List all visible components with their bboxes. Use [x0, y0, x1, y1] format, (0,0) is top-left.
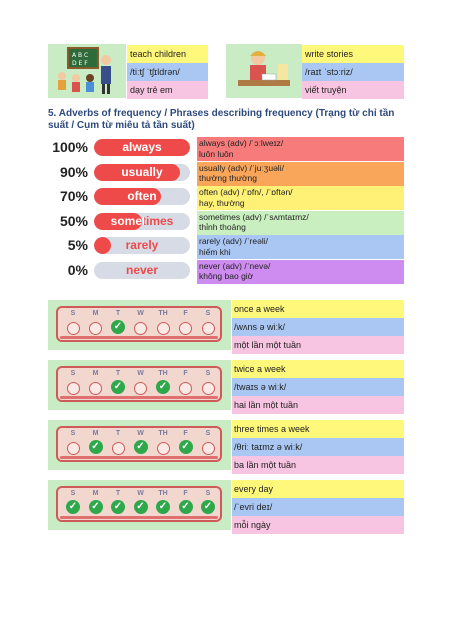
- adverb-word: sometimes: [94, 213, 190, 230]
- weekday-label: T: [115, 310, 121, 317]
- check-icon: ✓: [201, 500, 215, 514]
- calendar-base: [60, 336, 218, 339]
- week-calendar-card: [56, 426, 222, 462]
- weekday-label: W: [137, 490, 144, 497]
- empty-circle-icon: [202, 442, 215, 455]
- weekday-label: S: [205, 370, 211, 377]
- weekday-label: M: [92, 370, 99, 377]
- vocab-vi: viết truyện: [302, 81, 404, 99]
- adverb-word: often: [127, 189, 157, 203]
- weekday-label: TH: [158, 490, 168, 497]
- weekday-label: S: [205, 490, 211, 497]
- weekday-label: T: [115, 370, 121, 377]
- adverb-definition-vi: thỉnh thoảng: [199, 222, 246, 232]
- vocab-en: write stories: [302, 45, 404, 63]
- percent-label: 5%: [67, 237, 88, 253]
- percent-label: 100%: [52, 139, 88, 155]
- empty-circle-icon: [202, 382, 215, 395]
- frequency-phrase-vi: một lần một tuần: [232, 336, 404, 354]
- adverb-definition-en: never (adv) /ˈnevə/: [199, 260, 271, 271]
- adverb-definition-en: always (adv) /ˈɔːlweɪz/: [199, 138, 284, 148]
- calendar-base: [60, 396, 218, 399]
- frequency-phrase-ipa: /twaɪs ə wiːk/: [232, 378, 404, 396]
- weekday-label: T: [115, 490, 121, 497]
- weekday-label: TH: [158, 370, 168, 377]
- adverb-definition: [197, 137, 404, 161]
- adverb-definition: [197, 235, 404, 259]
- frequency-phrase-ipa: /ˈevri deɪ/: [232, 498, 404, 516]
- empty-circle-icon: [67, 382, 80, 395]
- week-calendar: [48, 420, 231, 470]
- frequency-bar: [94, 237, 190, 254]
- frequency-bar: [94, 188, 190, 205]
- week-calendar-card: [56, 306, 222, 342]
- adverb-definition-vi: hiếm khi: [199, 246, 231, 257]
- check-icon: ✓: [111, 500, 125, 514]
- adverb-word: always: [122, 140, 162, 154]
- adverb-definition-vi: không bao giờ: [199, 271, 254, 281]
- adverb-word: usually: [121, 164, 163, 179]
- writer-illustration: [226, 44, 302, 98]
- weekday-label: M: [92, 310, 99, 317]
- vocab-en: teach children: [127, 45, 208, 63]
- vocab-ipa: /raɪt ˈstɔːriz/: [302, 63, 404, 81]
- empty-circle-icon: [134, 382, 147, 395]
- empty-circle-icon: [89, 382, 102, 395]
- calendar-base: [60, 456, 218, 459]
- teacher-illustration: [48, 44, 126, 98]
- empty-circle-icon: [134, 322, 147, 335]
- frequency-phrase-vi: mỗi ngày: [232, 516, 404, 534]
- adverb-definition-en: usually (adv) /ˈjuːʒuəli/: [199, 162, 284, 173]
- frequency-phrase-ipa: /wʌns ə wiːk/: [232, 318, 404, 336]
- check-icon: ✓: [156, 380, 170, 394]
- adverb-definition: [197, 211, 404, 235]
- check-icon: ✓: [89, 440, 103, 454]
- check-icon: ✓: [179, 440, 193, 454]
- weekday-label: S: [70, 370, 76, 377]
- check-icon: ✓: [111, 320, 125, 334]
- adverb-definition: [197, 186, 404, 210]
- adverb-definition: [197, 162, 404, 186]
- week-calendar: [48, 360, 231, 410]
- empty-circle-icon: [67, 442, 80, 455]
- frequency-bar: [94, 213, 190, 230]
- check-icon: ✓: [156, 500, 170, 514]
- empty-circle-icon: [202, 322, 215, 335]
- empty-circle-icon: [157, 442, 170, 455]
- frequency-bar: [94, 164, 190, 181]
- week-calendar-card: [56, 366, 222, 402]
- weekday-label: S: [70, 430, 76, 437]
- weekday-label: F: [183, 430, 188, 437]
- check-icon: ✓: [66, 500, 80, 514]
- frequency-phrase-en: three times a week: [232, 420, 404, 438]
- adverb-definition-vi: luôn luôn: [199, 148, 234, 159]
- weekday-label: W: [137, 310, 144, 317]
- frequency-phrase-en: once a week: [232, 300, 404, 318]
- adverb-word: rarely: [125, 238, 159, 252]
- vocab-ipa: /tiːtʃ ˈtʃɪldrən/: [127, 63, 208, 81]
- frequency-phrase-en: twice a week: [232, 360, 404, 378]
- weekday-label: S: [70, 490, 76, 497]
- week-calendar-card: [56, 486, 222, 522]
- adverb-definition-vi: hay, thường: [199, 197, 245, 208]
- frequency-phrase-vi: hai lần một tuần: [232, 396, 404, 414]
- weekday-label: M: [92, 490, 99, 497]
- weekday-label: F: [183, 310, 188, 317]
- adverb-definition-vi: thường thường: [199, 173, 257, 183]
- week-calendar: [48, 300, 231, 350]
- check-icon: ✓: [89, 500, 103, 514]
- percent-label: 0%: [67, 261, 88, 278]
- weekday-label: F: [183, 370, 188, 377]
- weekday-label: T: [115, 430, 121, 437]
- empty-circle-icon: [67, 322, 80, 335]
- frequency-bar: [94, 262, 190, 279]
- weekday-label: TH: [158, 310, 168, 317]
- check-icon: ✓: [134, 500, 148, 514]
- empty-circle-icon: [179, 322, 192, 335]
- percent-label: 50%: [59, 212, 88, 229]
- section-title: 5. Adverbs of frequency / Phrases describing frequency (Trạng từ chỉ tần suất / Cụm từ miêu tả tần suất): [48, 108, 395, 131]
- check-icon: ✓: [111, 380, 125, 394]
- adverb-word: never: [125, 262, 159, 277]
- adverb-definition: [197, 260, 404, 284]
- weekday-label: W: [137, 430, 144, 437]
- frequency-phrase-en: every day: [232, 480, 404, 498]
- check-icon: ✓: [179, 500, 193, 514]
- frequency-phrase-vi: ba lần một tuần: [232, 456, 404, 474]
- weekday-label: M: [92, 430, 99, 437]
- weekday-label: TH: [158, 430, 168, 437]
- empty-circle-icon: [157, 322, 170, 335]
- svg-text:D E F: D E F: [72, 60, 88, 67]
- calendar-base: [60, 516, 218, 519]
- week-calendar: [48, 480, 231, 530]
- adverb-definition-en: often (adv) /ˈɒfn/, /ˈɒftən/: [199, 187, 293, 197]
- empty-circle-icon: [179, 382, 192, 395]
- adverb-definition-en: rarely (adv) /ˈreəli/: [199, 236, 268, 246]
- frequency-bar: [94, 139, 190, 156]
- vocab-vi: dạy trẻ em: [127, 81, 208, 99]
- weekday-label: F: [183, 490, 188, 497]
- weekday-label: S: [205, 310, 211, 317]
- frequency-phrase-ipa: /θriː taɪmz ə wiːk/: [232, 438, 404, 456]
- adverb-definition-en: sometimes (adv) /ˈsʌmtaɪmz/: [199, 211, 309, 222]
- svg-text:A B C: A B C: [72, 52, 89, 59]
- weekday-label: S: [70, 310, 76, 317]
- percent-label: 70%: [59, 188, 88, 204]
- empty-circle-icon: [112, 442, 125, 455]
- percent-label: 90%: [59, 163, 88, 180]
- empty-circle-icon: [89, 322, 102, 335]
- weekday-label: S: [205, 430, 211, 437]
- check-icon: ✓: [134, 440, 148, 454]
- weekday-label: W: [137, 370, 144, 377]
